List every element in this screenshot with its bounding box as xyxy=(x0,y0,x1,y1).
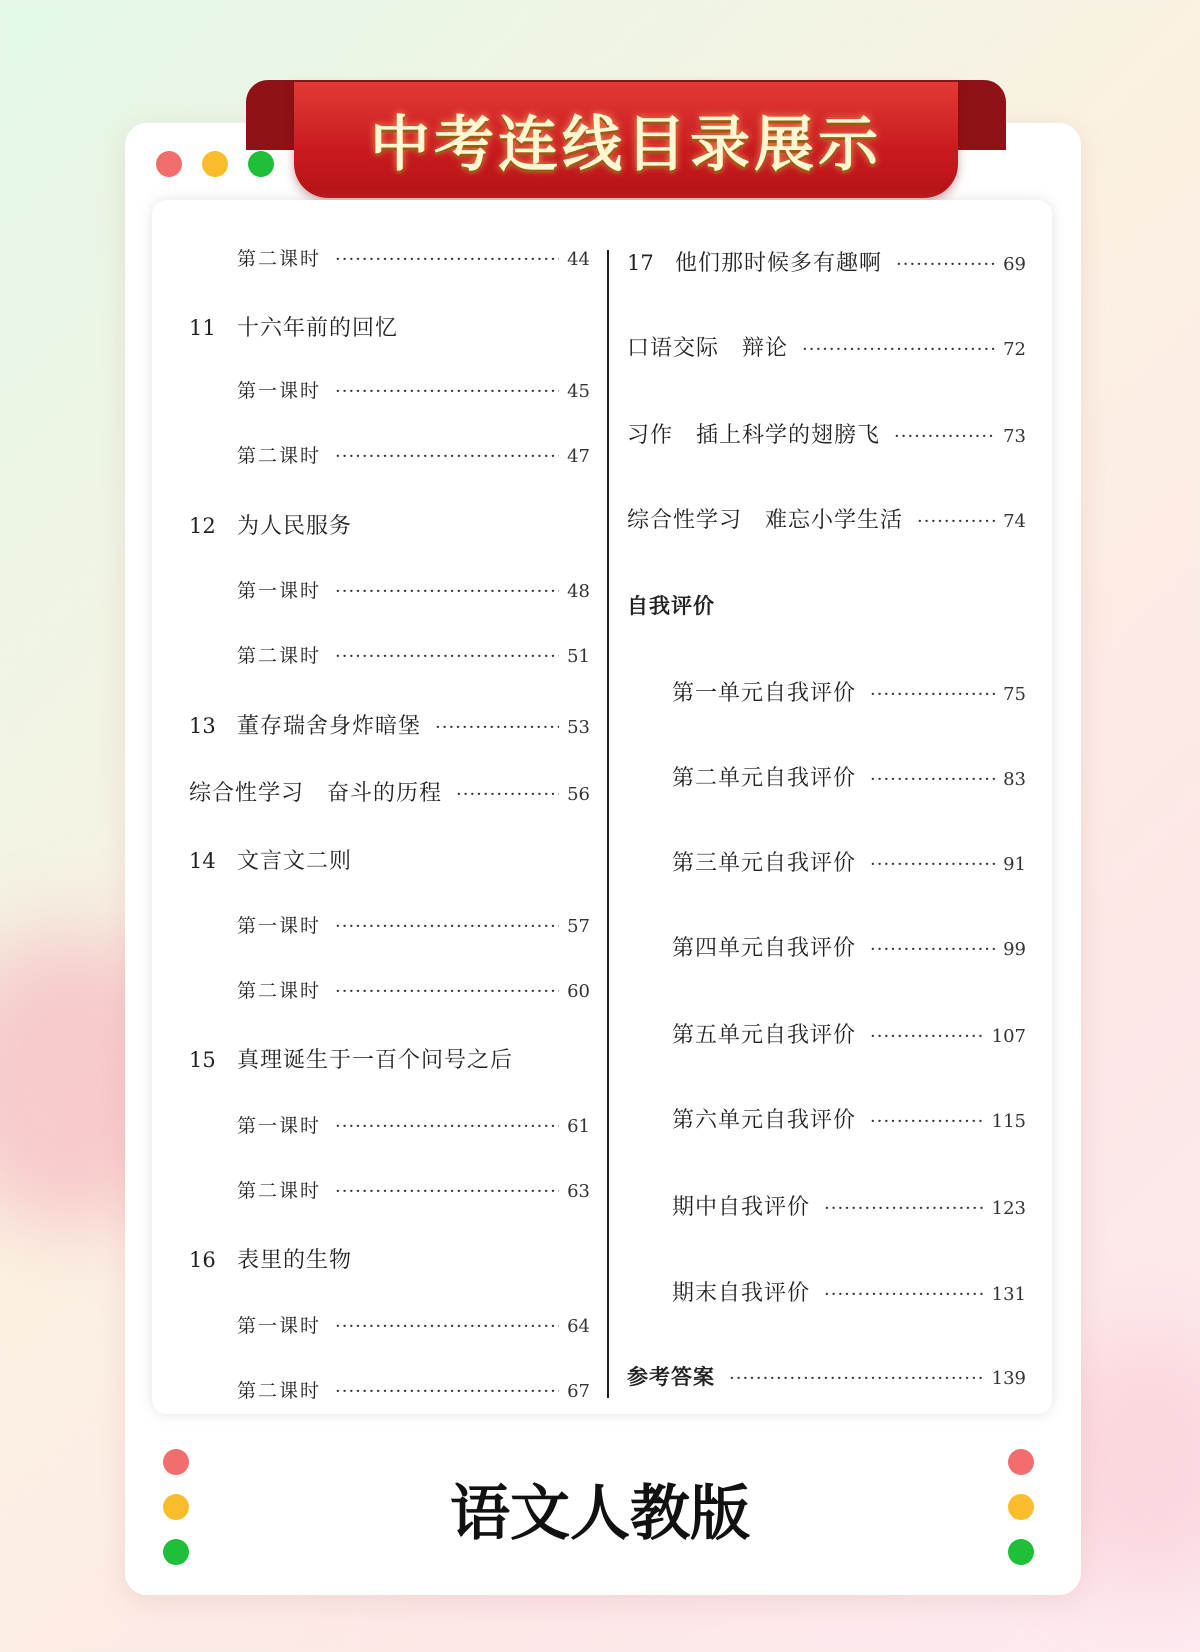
toc-entry-title: 为人民服务 xyxy=(237,514,353,539)
toc-entry-page: 99 xyxy=(1003,939,1026,960)
toc-entry-title: 第一课时 xyxy=(237,1315,322,1337)
toc-entry xyxy=(672,846,1026,877)
toc-entry xyxy=(237,576,590,603)
toc-entry-page: 61 xyxy=(567,1116,590,1137)
toc-entry-page: 67 xyxy=(567,1381,590,1402)
toc-leader-dots xyxy=(335,1116,559,1137)
toc-entry xyxy=(672,1018,1026,1049)
toc-leader-dots xyxy=(335,446,559,467)
toc-entry xyxy=(237,441,590,468)
toc-leader-dots xyxy=(870,769,995,790)
toc-entry xyxy=(189,509,590,540)
toc-entry-page: 48 xyxy=(567,581,590,602)
toc-entry-number: 15 xyxy=(189,1048,216,1072)
toc-leader-dots xyxy=(335,1316,559,1337)
toc-entry-title: 第五单元自我评价 xyxy=(672,1023,857,1048)
toc-entry xyxy=(237,911,590,938)
toc-entry xyxy=(189,844,590,875)
toc-entry-page: 139 xyxy=(991,1368,1026,1389)
toc-entry-page: 72 xyxy=(1003,339,1026,360)
toc-entry xyxy=(627,503,1026,534)
window-dot-red xyxy=(156,151,182,177)
toc-entry-page: 107 xyxy=(991,1026,1026,1047)
toc-entry-page: 60 xyxy=(567,981,590,1002)
toc-leader-dots xyxy=(335,249,559,270)
toc-entry-page: 51 xyxy=(567,646,590,667)
footer-title: 语文人教版 xyxy=(450,1479,750,1549)
toc-entry xyxy=(189,1243,590,1274)
toc-entry-number: 17 xyxy=(627,251,654,275)
toc-entry-title: 参考答案 xyxy=(627,1365,715,1389)
toc-entry-page: 63 xyxy=(567,1181,590,1202)
toc-entry-page: 115 xyxy=(991,1111,1026,1132)
toc-leader-dots xyxy=(335,981,559,1002)
toc-leader-dots xyxy=(802,339,995,360)
toc-entry xyxy=(237,1176,590,1203)
toc-entry-title: 期中自我评价 xyxy=(672,1195,811,1220)
toc-entry-page: 74 xyxy=(1003,511,1026,532)
toc-entry-title: 习作 插上科学的翅膀飞 xyxy=(627,423,881,448)
toc-entry-title: 第二课时 xyxy=(237,645,322,667)
toc-leader-dots xyxy=(917,511,995,532)
toc-entry-page: 75 xyxy=(1003,684,1026,705)
toc-entry-page: 47 xyxy=(567,446,590,467)
toc-entry-title: 自我评价 xyxy=(627,594,715,618)
toc-entry-page: 53 xyxy=(567,717,590,738)
column-divider xyxy=(607,250,609,1398)
toc-leader-dots xyxy=(824,1284,984,1305)
toc-entry-page: 57 xyxy=(567,916,590,937)
toc-entry-title: 第一课时 xyxy=(237,380,322,402)
toc-leader-dots xyxy=(894,426,995,447)
toc-entry-title: 第二课时 xyxy=(237,248,322,270)
toc-entry-title: 第二课时 xyxy=(237,445,322,467)
toc-entry-page: 69 xyxy=(1003,254,1026,275)
toc-entry-title: 表里的生物 xyxy=(237,1248,353,1273)
toc-entry-number: 12 xyxy=(189,514,216,538)
toc-entry-title: 十六年前的回忆 xyxy=(237,316,399,341)
toc-entry-title: 第一课时 xyxy=(237,580,322,602)
toc-leader-dots xyxy=(870,854,995,875)
toc-entry-title: 董存瑞舍身炸暗堡 xyxy=(237,714,422,739)
toc-entry xyxy=(627,1361,1026,1391)
toc-leader-dots xyxy=(729,1368,984,1389)
window-dot-yellow xyxy=(202,151,228,177)
toc-entry xyxy=(237,244,590,271)
toc-entry-title: 第一单元自我评价 xyxy=(672,681,857,706)
toc-leader-dots xyxy=(456,784,559,805)
toc-entry xyxy=(672,1276,1026,1307)
toc-entry xyxy=(627,590,1026,620)
toc-leader-dots xyxy=(335,1181,559,1202)
banner-title: 中考连线目录展示 xyxy=(370,110,882,180)
toc-entry xyxy=(672,676,1026,707)
toc-entry xyxy=(237,641,590,668)
toc-entry-title: 他们那时候多有趣啊 xyxy=(675,251,883,276)
toc-entry-page: 64 xyxy=(567,1316,590,1337)
toc-entry xyxy=(237,1111,590,1138)
toc-leader-dots xyxy=(335,1381,559,1402)
toc-leader-dots xyxy=(870,1026,984,1047)
toc-entry xyxy=(672,1190,1026,1221)
toc-leader-dots xyxy=(335,581,559,602)
toc-entry xyxy=(237,376,590,403)
toc-entry xyxy=(672,931,1026,962)
toc-entry-title: 第二课时 xyxy=(237,1380,322,1402)
toc-entry-title: 第二课时 xyxy=(237,1180,322,1202)
toc-leader-dots xyxy=(335,646,559,667)
toc-entry-page: 56 xyxy=(567,784,590,805)
toc-entry xyxy=(237,1311,590,1338)
toc-entry xyxy=(189,709,590,740)
toc-leader-dots xyxy=(335,381,559,402)
toc-entry-title: 文言文二则 xyxy=(237,849,353,874)
toc-leader-dots xyxy=(435,717,559,738)
toc-entry xyxy=(672,1103,1026,1134)
toc-entry-title: 第一课时 xyxy=(237,915,322,937)
toc-entry-title: 第二课时 xyxy=(237,980,322,1002)
toc-entry-number: 14 xyxy=(189,849,216,873)
toc-entry-title: 真理诞生于一百个问号之后 xyxy=(237,1048,514,1073)
toc-entry-title: 第六单元自我评价 xyxy=(672,1108,857,1133)
toc-entry-title: 第二单元自我评价 xyxy=(672,766,857,791)
toc-entry xyxy=(237,976,590,1003)
toc-entry xyxy=(189,1043,590,1074)
toc-entry-title: 综合性学习 难忘小学生活 xyxy=(627,508,904,533)
toc-entry xyxy=(627,331,1026,362)
toc-leader-dots xyxy=(896,254,995,275)
toc-entry-title: 第四单元自我评价 xyxy=(672,936,857,961)
toc-entry-page: 91 xyxy=(1003,854,1026,875)
toc-entry xyxy=(627,246,1026,277)
toc-entry-title: 口语交际 辩论 xyxy=(627,336,789,361)
banner xyxy=(294,82,958,198)
toc-entry-number: 13 xyxy=(189,714,216,738)
toc-leader-dots xyxy=(870,1111,984,1132)
window-dot-green xyxy=(248,151,274,177)
toc-entry-page: 45 xyxy=(567,381,590,402)
toc-leader-dots xyxy=(870,684,995,705)
toc-entry-page: 131 xyxy=(991,1284,1026,1305)
toc-entry-page: 83 xyxy=(1003,769,1026,790)
toc-entry-number: 11 xyxy=(189,316,216,340)
toc-entry-title: 期末自我评价 xyxy=(672,1281,811,1306)
toc-entry xyxy=(237,1376,590,1403)
toc-entry xyxy=(672,761,1026,792)
toc-entry xyxy=(627,418,1026,449)
toc-entry-page: 73 xyxy=(1003,426,1026,447)
toc-leader-dots xyxy=(870,939,995,960)
toc-entry-title: 第三单元自我评价 xyxy=(672,851,857,876)
toc-leader-dots xyxy=(824,1198,984,1219)
toc-entry-number: 16 xyxy=(189,1248,216,1272)
toc-entry-title: 综合性学习 奋斗的历程 xyxy=(189,781,443,806)
toc-entry xyxy=(189,311,590,342)
toc-entry-title: 第一课时 xyxy=(237,1115,322,1137)
toc-entry xyxy=(189,776,590,807)
toc-entry-page: 44 xyxy=(567,249,590,270)
toc-entry-page: 123 xyxy=(991,1198,1026,1219)
toc-leader-dots xyxy=(335,916,559,937)
